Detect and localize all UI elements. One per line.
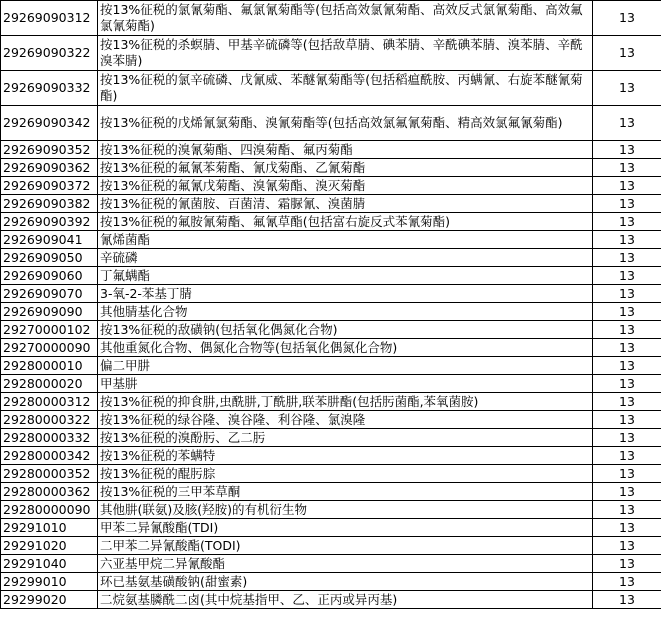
cell-code[interactable]: 29280000312 [1,393,98,411]
cell-name[interactable]: 其他重氮化合物、偶氮化合物等(包括氧化偶氮化合物) [98,339,593,357]
cell-code[interactable]: 29299020 [1,591,98,609]
cell-name[interactable]: 按13%征税的氟氰苯菊酯、氰戊菊酯、乙氰菊酯 [98,159,593,177]
cell-rate[interactable]: 13 [593,1,661,36]
cell-code[interactable]: 29291020 [1,537,98,555]
cell-name[interactable]: 其他肼(联氨)及胲(羟胺)的有机衍生物 [98,501,593,519]
table-row [1,267,661,285]
cell-code[interactable]: 2926909041 [1,231,98,249]
table-row [1,321,661,339]
cell-name[interactable]: 其他腈基化合物 [98,303,593,321]
cell-rate[interactable]: 13 [593,339,661,357]
cell-code[interactable]: 2926909060 [1,267,98,285]
cell-name[interactable]: 二甲苯二异氰酸酯(TODI) [98,537,593,555]
cell-name[interactable]: 按13%征税的醌肟腙 [98,465,593,483]
cell-rate[interactable]: 13 [593,195,661,213]
cell-name[interactable]: 甲基肼 [98,375,593,393]
table-row [1,195,661,213]
cell-code[interactable]: 29280000090 [1,501,98,519]
cell-code[interactable]: 29269090392 [1,213,98,231]
table-row [1,501,661,519]
cell-code[interactable]: 29291040 [1,555,98,573]
cell-rate[interactable]: 13 [593,537,661,555]
table-row [1,447,661,465]
table-row [1,303,661,321]
cell-rate[interactable]: 13 [593,106,661,141]
table-row [1,36,661,71]
cell-name[interactable]: 六亚基甲烷二异氰酸酯 [98,555,593,573]
table-row [1,591,661,609]
cell-rate[interactable]: 13 [593,411,661,429]
cell-rate[interactable]: 13 [593,573,661,591]
cell-name[interactable]: 丁氟螨酯 [98,267,593,285]
table-row [1,285,661,303]
cell-code[interactable]: 2926909050 [1,249,98,267]
cell-name[interactable]: 辛硫磷 [98,249,593,267]
cell-rate[interactable]: 13 [593,483,661,501]
cell-code[interactable]: 2926909070 [1,285,98,303]
cell-name[interactable]: 按13%征税的氟氰戊菊酯、溴氰菊酯、溴灭菊酯 [98,177,593,195]
table-row [1,177,661,195]
cell-rate[interactable]: 13 [593,177,661,195]
cell-name[interactable]: 按13%征税的绿谷隆、溴谷隆、利谷隆、氯溴隆 [98,411,593,429]
cell-rate[interactable]: 13 [593,159,661,177]
cell-code[interactable]: 29280000332 [1,429,98,447]
table-row [1,231,661,249]
cell-name[interactable]: 按13%征税的溴酚肟、乙二肟 [98,429,593,447]
cell-rate[interactable]: 13 [593,447,661,465]
cell-name[interactable]: 按13%征税的氟胺氰菊酯、氟氰草酯(包括富右旋反式苯氰菊酯) [98,213,593,231]
cell-rate[interactable]: 13 [593,465,661,483]
cell-name[interactable]: 按13%征税的氯氰菊酯、氟氯氰菊酯等(包括高效氯氰菊酯、高效反式氯氰菊酯、高效氟氯氰菊酯) [98,1,593,36]
cell-rate[interactable]: 13 [593,141,661,159]
table-row [1,71,661,106]
cell-code[interactable]: 29270000102 [1,321,98,339]
table-row [1,375,661,393]
table-row [1,357,661,375]
cell-rate[interactable]: 13 [593,303,661,321]
tariff-table-body [1,1,661,609]
cell-rate[interactable]: 13 [593,429,661,447]
cell-code[interactable]: 29269090312 [1,1,98,36]
cell-code[interactable]: 29269090352 [1,141,98,159]
table-row [1,573,661,591]
table-row [1,483,661,501]
cell-code[interactable]: 29269090362 [1,159,98,177]
cell-rate[interactable]: 13 [593,375,661,393]
cell-name[interactable]: 按13%征税的杀螟腈、甲基辛硫磷等(包括敌草腈、碘苯腈、辛酰碘苯腈、溴苯腈、辛酰溴苯腈) [98,36,593,71]
table-row [1,339,661,357]
cell-rate[interactable]: 13 [593,285,661,303]
table-row [1,411,661,429]
cell-code[interactable]: 29299010 [1,573,98,591]
table-row [1,1,661,36]
cell-rate[interactable]: 13 [593,321,661,339]
table-row [1,555,661,573]
cell-name[interactable]: 按13%征税的戊烯氰氯菊酯、溴氰菊酯等(包括高效氯氟氰菊酯、精高效氯氟氰菊酯) [98,106,593,141]
cell-name[interactable]: 二烷氨基膦酰二卤(其中烷基指甲、乙、正丙或异丙基) [98,591,593,609]
cell-code[interactable]: 29280000352 [1,465,98,483]
table-row [1,249,661,267]
cell-rate[interactable]: 13 [593,555,661,573]
table-row [1,141,661,159]
table-row [1,429,661,447]
cell-code[interactable]: 29280000362 [1,483,98,501]
cell-rate[interactable]: 13 [593,36,661,71]
cell-name[interactable]: 按13%征税的抑食肼,虫酰肼,丁酰肼,联苯肼酯(包括肟菌酯,苯氧菌胺) [98,393,593,411]
cell-rate[interactable]: 13 [593,231,661,249]
cell-name[interactable]: 偏二甲肼 [98,357,593,375]
cell-rate[interactable]: 13 [593,501,661,519]
cell-rate[interactable]: 13 [593,71,661,106]
cell-name[interactable]: 按13%征税的氯辛硫磷、戊氰威、苯醚氰菊酯等(包括稻瘟酰胺、丙螨氰、右旋苯醚氰菊酯) [98,71,593,106]
cell-code[interactable]: 29291010 [1,519,98,537]
cell-rate[interactable]: 13 [593,519,661,537]
cell-code[interactable]: 2928000010 [1,357,98,375]
cell-name[interactable]: 按13%征税的敌磺钠(包括氧化偶氮化合物) [98,321,593,339]
cell-code[interactable]: 29269090372 [1,177,98,195]
cell-rate[interactable]: 13 [593,267,661,285]
cell-name[interactable]: 3-氧-2-苯基丁腈 [98,285,593,303]
cell-name[interactable]: 按13%征税的三甲苯草酮 [98,483,593,501]
cell-code[interactable]: 29280000322 [1,411,98,429]
cell-code[interactable]: 29270000090 [1,339,98,357]
cell-rate[interactable]: 13 [593,357,661,375]
table-row [1,159,661,177]
cell-name[interactable]: 氰烯菌酯 [98,231,593,249]
cell-name[interactable]: 按13%征税的氰菌胺、百菌清、霜脲氰、溴菌腈 [98,195,593,213]
cell-code[interactable]: 2928000020 [1,375,98,393]
cell-name[interactable]: 环已基氨基磺酸钠(甜蜜素) [98,573,593,591]
cell-name[interactable]: 甲苯二异氰酸酯(TDI) [98,519,593,537]
cell-name[interactable]: 按13%征税的苯螨特 [98,447,593,465]
cell-code[interactable]: 29269090342 [1,106,98,141]
cell-code[interactable]: 29269090332 [1,71,98,106]
cell-code[interactable]: 29269090382 [1,195,98,213]
cell-rate[interactable]: 13 [593,393,661,411]
cell-rate[interactable]: 13 [593,249,661,267]
table-row [1,465,661,483]
cell-rate[interactable]: 13 [593,213,661,231]
cell-rate[interactable]: 13 [593,591,661,609]
cell-code[interactable]: 29280000342 [1,447,98,465]
table-row [1,213,661,231]
table-row [1,519,661,537]
table-row [1,393,661,411]
table-row [1,106,661,141]
cell-code[interactable]: 29269090322 [1,36,98,71]
table-row [1,537,661,555]
cell-code[interactable]: 2926909090 [1,303,98,321]
cell-name[interactable]: 按13%征税的溴氰菊酯、四溴菊酯、氟丙菊酯 [98,141,593,159]
